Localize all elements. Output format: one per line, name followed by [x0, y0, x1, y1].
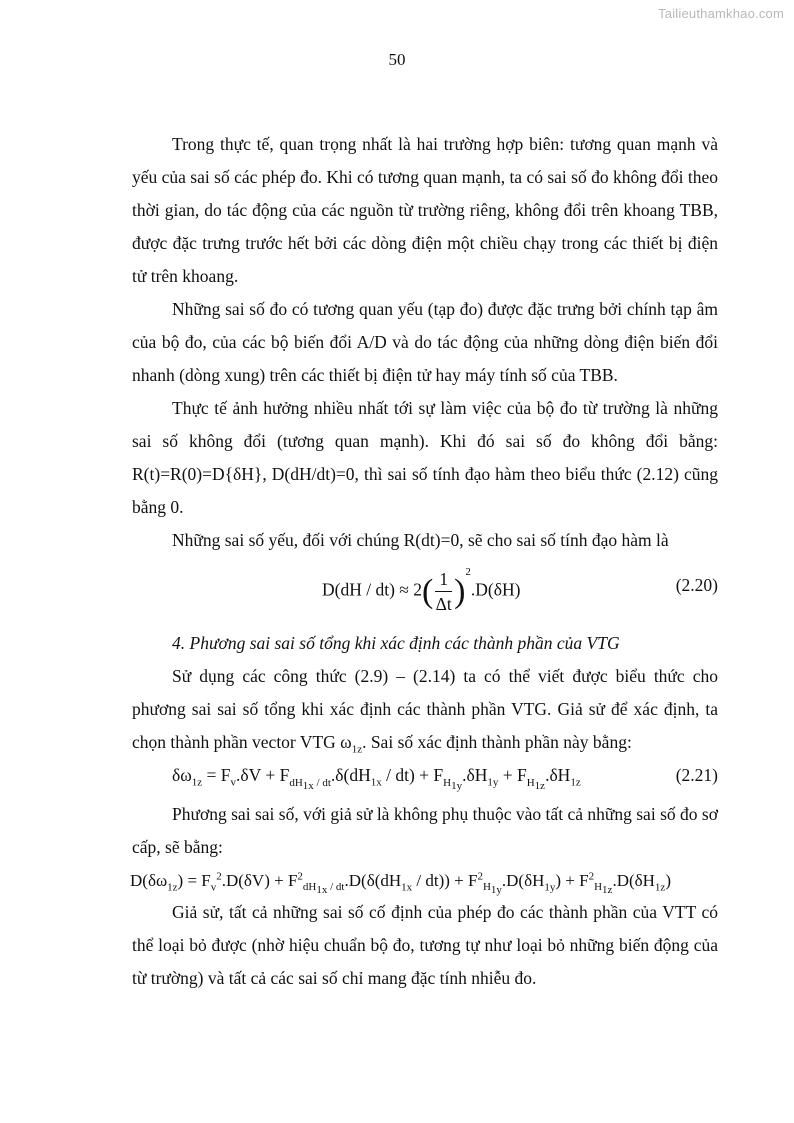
formula-variance: $D(\delta\omega_{1z}) = F_v^2.D(\delta V) + F^2_{dH_{1x} / dt}.D(\delta(dH_{1x} / dt)) + F^2_{H_{1y}}.D(\delta H_{1y}) + F^2_{H_{1z}}.D(\delta H_{1z})$ [130, 870, 671, 897]
page-number: 50 [388, 50, 406, 69]
paragraph-6: Phương sai sai số, với giả sử là không phụ thuộc vào tất cả những sai số đo sơ cấp, sẽ bằng: [132, 804, 718, 857]
equation-number-2-21: (2.21) [675, 765, 718, 785]
document-body [132, 128, 718, 995]
paragraph-4: Những sai số yếu, đối với chúng R(dt)=0, sẽ cho sai số tính đạo hàm là [172, 530, 669, 550]
fraction: $\frac{1}{\Delta t}$ [435, 569, 452, 614]
section-heading: 4. Phương sai sai số tổng khi xác định các thành phần của VTG [172, 633, 620, 653]
formula-2-20: D(dH / dt) ≈ 2( $\frac{1}{\Delta t}$ )$^2$.D(δH) (2.20) [322, 565, 718, 614]
formula-2-20-rhs: .D(δH) [470, 579, 521, 600]
paragraph-1: Trong thực tế, quan trọng nhất là hai trường hợp biên: tương quan mạnh và yếu của sai số các phép đo. Khi có tương quan mạnh, ta có sai số đo không đổi theo thời gian, do tác động của các nguồn từ trường riêng, không đổi trên khoang TBB, được đặc trưng trước hết bởi các dòng điện một chiều chạy trong các thiết bị điện tử trên khoang. [132, 134, 718, 286]
paragraph-7: Giả sử, tất cả những sai số cố định của phép đo các thành phần của VTT có thể loại bỏ được (nhờ hiệu chuẩn bộ đo, tương tự như loại bỏ những biến động của từ trường) và tất cả các sai số chỉ mang đặc tính nhiễu đo. [132, 902, 718, 988]
paragraph-5: Sử dụng các công thức (2.9) – (2.14) ta có thể viết được biểu thức cho phương sai sai số tổng khi xác định các thành phần VTG. Giả sử để xác định, ta chọn thành phần vector VTG $\omega_{1z}$. Sai số xác định thành phần này bằng: [132, 666, 718, 756]
watermark: Tailieuthamkhao.com [658, 6, 784, 21]
formula-2-21: $\delta\omega_{1z} = F_v.\delta V + F_{dH_{1x} / dt}.\delta(dH_{1x} / dt) + F_{H_{1y}}.\delta H_{1y} + F_{H_{1z}}.\delta H_{1z}$ (2.21) [132, 759, 718, 792]
paragraph-2: Những sai số đo có tương quan yếu (tạp đo) được đặc trưng bởi chính tạp âm của bộ đo, của các bộ biến đổi A/D và do tác động của những dòng điện biến đổi nhanh (dòng xung) trên các thiết bị điện tử hay máy tính số của TBB. [132, 299, 718, 385]
equation-number-2-20: (2.20) [675, 575, 718, 595]
paragraph-3: Thực tế ảnh hưởng nhiều nhất tới sự làm việc của bộ đo từ trường là những sai số không đổi (tương quan mạnh). Khi đó sai số đo không đổi bằng: R(t)=R(0)=D{δH}, D(dH/dt)=0, thì sai số tính đạo hàm theo biểu thức (2.12) cũng bằng 0. [132, 398, 718, 517]
formula-2-20-lhs: D(dH / dt) ≈ 2 [322, 579, 423, 600]
